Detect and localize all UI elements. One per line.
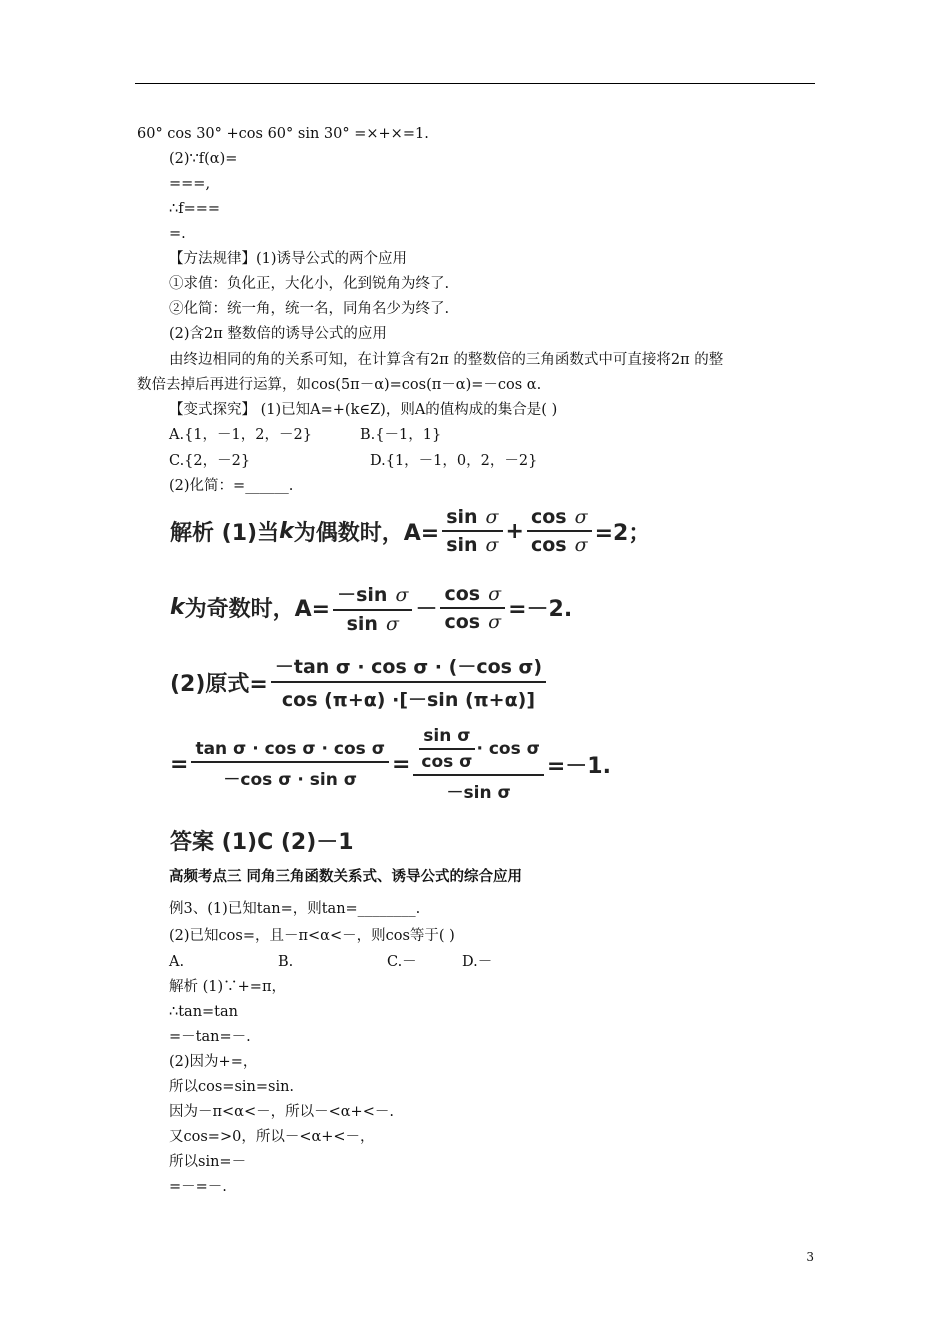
text-line: 60° cos 30° +cos 60° sin 30° =×+×=1. xyxy=(137,126,429,142)
option-c: C.{2，－2} xyxy=(169,453,251,469)
page-number: 3 xyxy=(806,1250,814,1264)
math-text: σ xyxy=(574,506,588,528)
math-text: －cos σ · sin σ xyxy=(223,770,357,790)
math-text: cos σ xyxy=(421,752,473,772)
option-c: C.－ xyxy=(387,954,417,970)
fraction xyxy=(527,506,592,556)
answer-line: 答案 (1)C (2)－1 xyxy=(170,830,354,855)
option-a: A.{1，－1，2，－2} xyxy=(169,427,312,443)
text-line: ②化简：统一角，统一名，同角名少为终了. xyxy=(169,301,450,317)
math-text: － xyxy=(415,597,438,622)
math-text: σ xyxy=(485,506,499,528)
math-row-2 xyxy=(170,580,572,635)
header-rule xyxy=(135,83,815,84)
text-line: 因为－π<α<－，所以－<α+<－. xyxy=(169,1104,394,1120)
math-text: cos xyxy=(530,534,567,556)
math-text: =－2. xyxy=(508,597,573,622)
text-line: ∴tan=tan xyxy=(169,1004,238,1020)
text-line: ===, xyxy=(169,176,211,192)
fraction xyxy=(440,583,505,633)
text-line: (2)已知cos=，且－π<α<－，则cos等于( ) xyxy=(169,928,455,944)
math-text: (2)原式= xyxy=(170,671,268,697)
math-text: = xyxy=(391,752,411,777)
text-line: (2)化简：=______. xyxy=(169,478,294,494)
text-line: 【方法规律】(1)诱导公式的两个应用 xyxy=(169,251,408,267)
text-line: 又cos=>0，所以－<α+<－， xyxy=(169,1129,375,1145)
math-text: sin σ xyxy=(419,726,474,750)
math-text: sin xyxy=(446,506,478,528)
math-text: －sin σ xyxy=(446,783,511,803)
option-d: D.{1，－1，0，2，－2} xyxy=(370,453,538,469)
fraction xyxy=(413,726,543,803)
math-text: σ xyxy=(485,534,499,556)
math-text: σ xyxy=(395,584,409,606)
math-text: 为偶数时，A= xyxy=(293,520,440,546)
math-text: σ xyxy=(488,610,502,633)
text-line: ①求值：负化正，大化小，化到锐角为终了. xyxy=(169,276,450,292)
math-text: cos (π+α) ·[－sin (π+α)] xyxy=(281,689,536,711)
math-text: · cos σ xyxy=(476,739,540,759)
math-text: －tan σ · cos σ · (－cos σ) xyxy=(271,652,546,683)
text-line: =－=－. xyxy=(169,1179,227,1195)
math-text: k xyxy=(279,518,294,544)
text-line: 例3、(1)已知tan=，则tan=________. xyxy=(169,901,421,917)
math-text: σ xyxy=(385,613,399,635)
math-text: 解析 (1)当 xyxy=(170,520,280,546)
math-text: = xyxy=(170,752,189,777)
math-text: σ xyxy=(574,534,588,556)
text-line: 数倍去掉后再进行运算，如cos(5π－α)=cos(π－α)=－cos α. xyxy=(137,377,542,393)
fraction xyxy=(417,726,476,772)
text-line: 由终边相同的角的关系可知，在计算含有2π 的整数倍的三角函数式中可直接将2π 的整 xyxy=(169,352,724,368)
math-text: σ xyxy=(488,582,502,605)
text-line: 【变式探究】 (1)已知A=+(k∈Z)，则A的值构成的集合是( ) xyxy=(169,402,558,418)
option-b: B. xyxy=(278,954,294,970)
text-line: 解析 (1)∵+=π， xyxy=(169,979,286,995)
math-text: cos xyxy=(444,610,481,633)
math-text: sin xyxy=(346,613,378,635)
fraction xyxy=(191,739,389,790)
fraction xyxy=(271,652,546,712)
math-text: sin xyxy=(446,534,478,556)
text-line: ∴f=== xyxy=(169,201,221,217)
math-text: =2； xyxy=(594,520,651,546)
text-line: 所以sin=－ xyxy=(169,1154,247,1170)
math-text: k xyxy=(170,595,185,620)
math-text: －sin xyxy=(337,584,388,606)
math-text: + xyxy=(505,518,524,544)
math-text: 为奇数时，A= xyxy=(184,597,331,622)
math-text: cos xyxy=(444,582,481,605)
math-solution-image xyxy=(170,500,690,860)
text-line: (2)∵f(α)= xyxy=(169,151,238,167)
option-d: D.－ xyxy=(462,954,493,970)
fraction xyxy=(333,580,412,635)
text-line: =－tan=－. xyxy=(169,1029,251,1045)
math-row-1 xyxy=(170,506,650,556)
math-text: =－1. xyxy=(546,754,611,779)
text-line: (2)因为+=， xyxy=(169,1054,258,1070)
math-text: tan σ · cos σ · cos σ xyxy=(191,739,389,763)
math-row-4 xyxy=(170,726,611,803)
text-line: 所以cos=sin=sin. xyxy=(169,1079,295,1095)
option-b: B.{－1，1} xyxy=(360,427,442,443)
option-a: A. xyxy=(169,954,185,970)
math-text: cos xyxy=(530,506,567,528)
fraction xyxy=(442,506,502,556)
text-line: (2)含2π 整数倍的诱导公式的应用 xyxy=(169,326,387,342)
section-heading: 高频考点三 同角三角函数关系式、诱导公式的综合应用 xyxy=(169,869,523,885)
math-row-3 xyxy=(170,652,549,712)
text-line: =. xyxy=(169,226,186,242)
